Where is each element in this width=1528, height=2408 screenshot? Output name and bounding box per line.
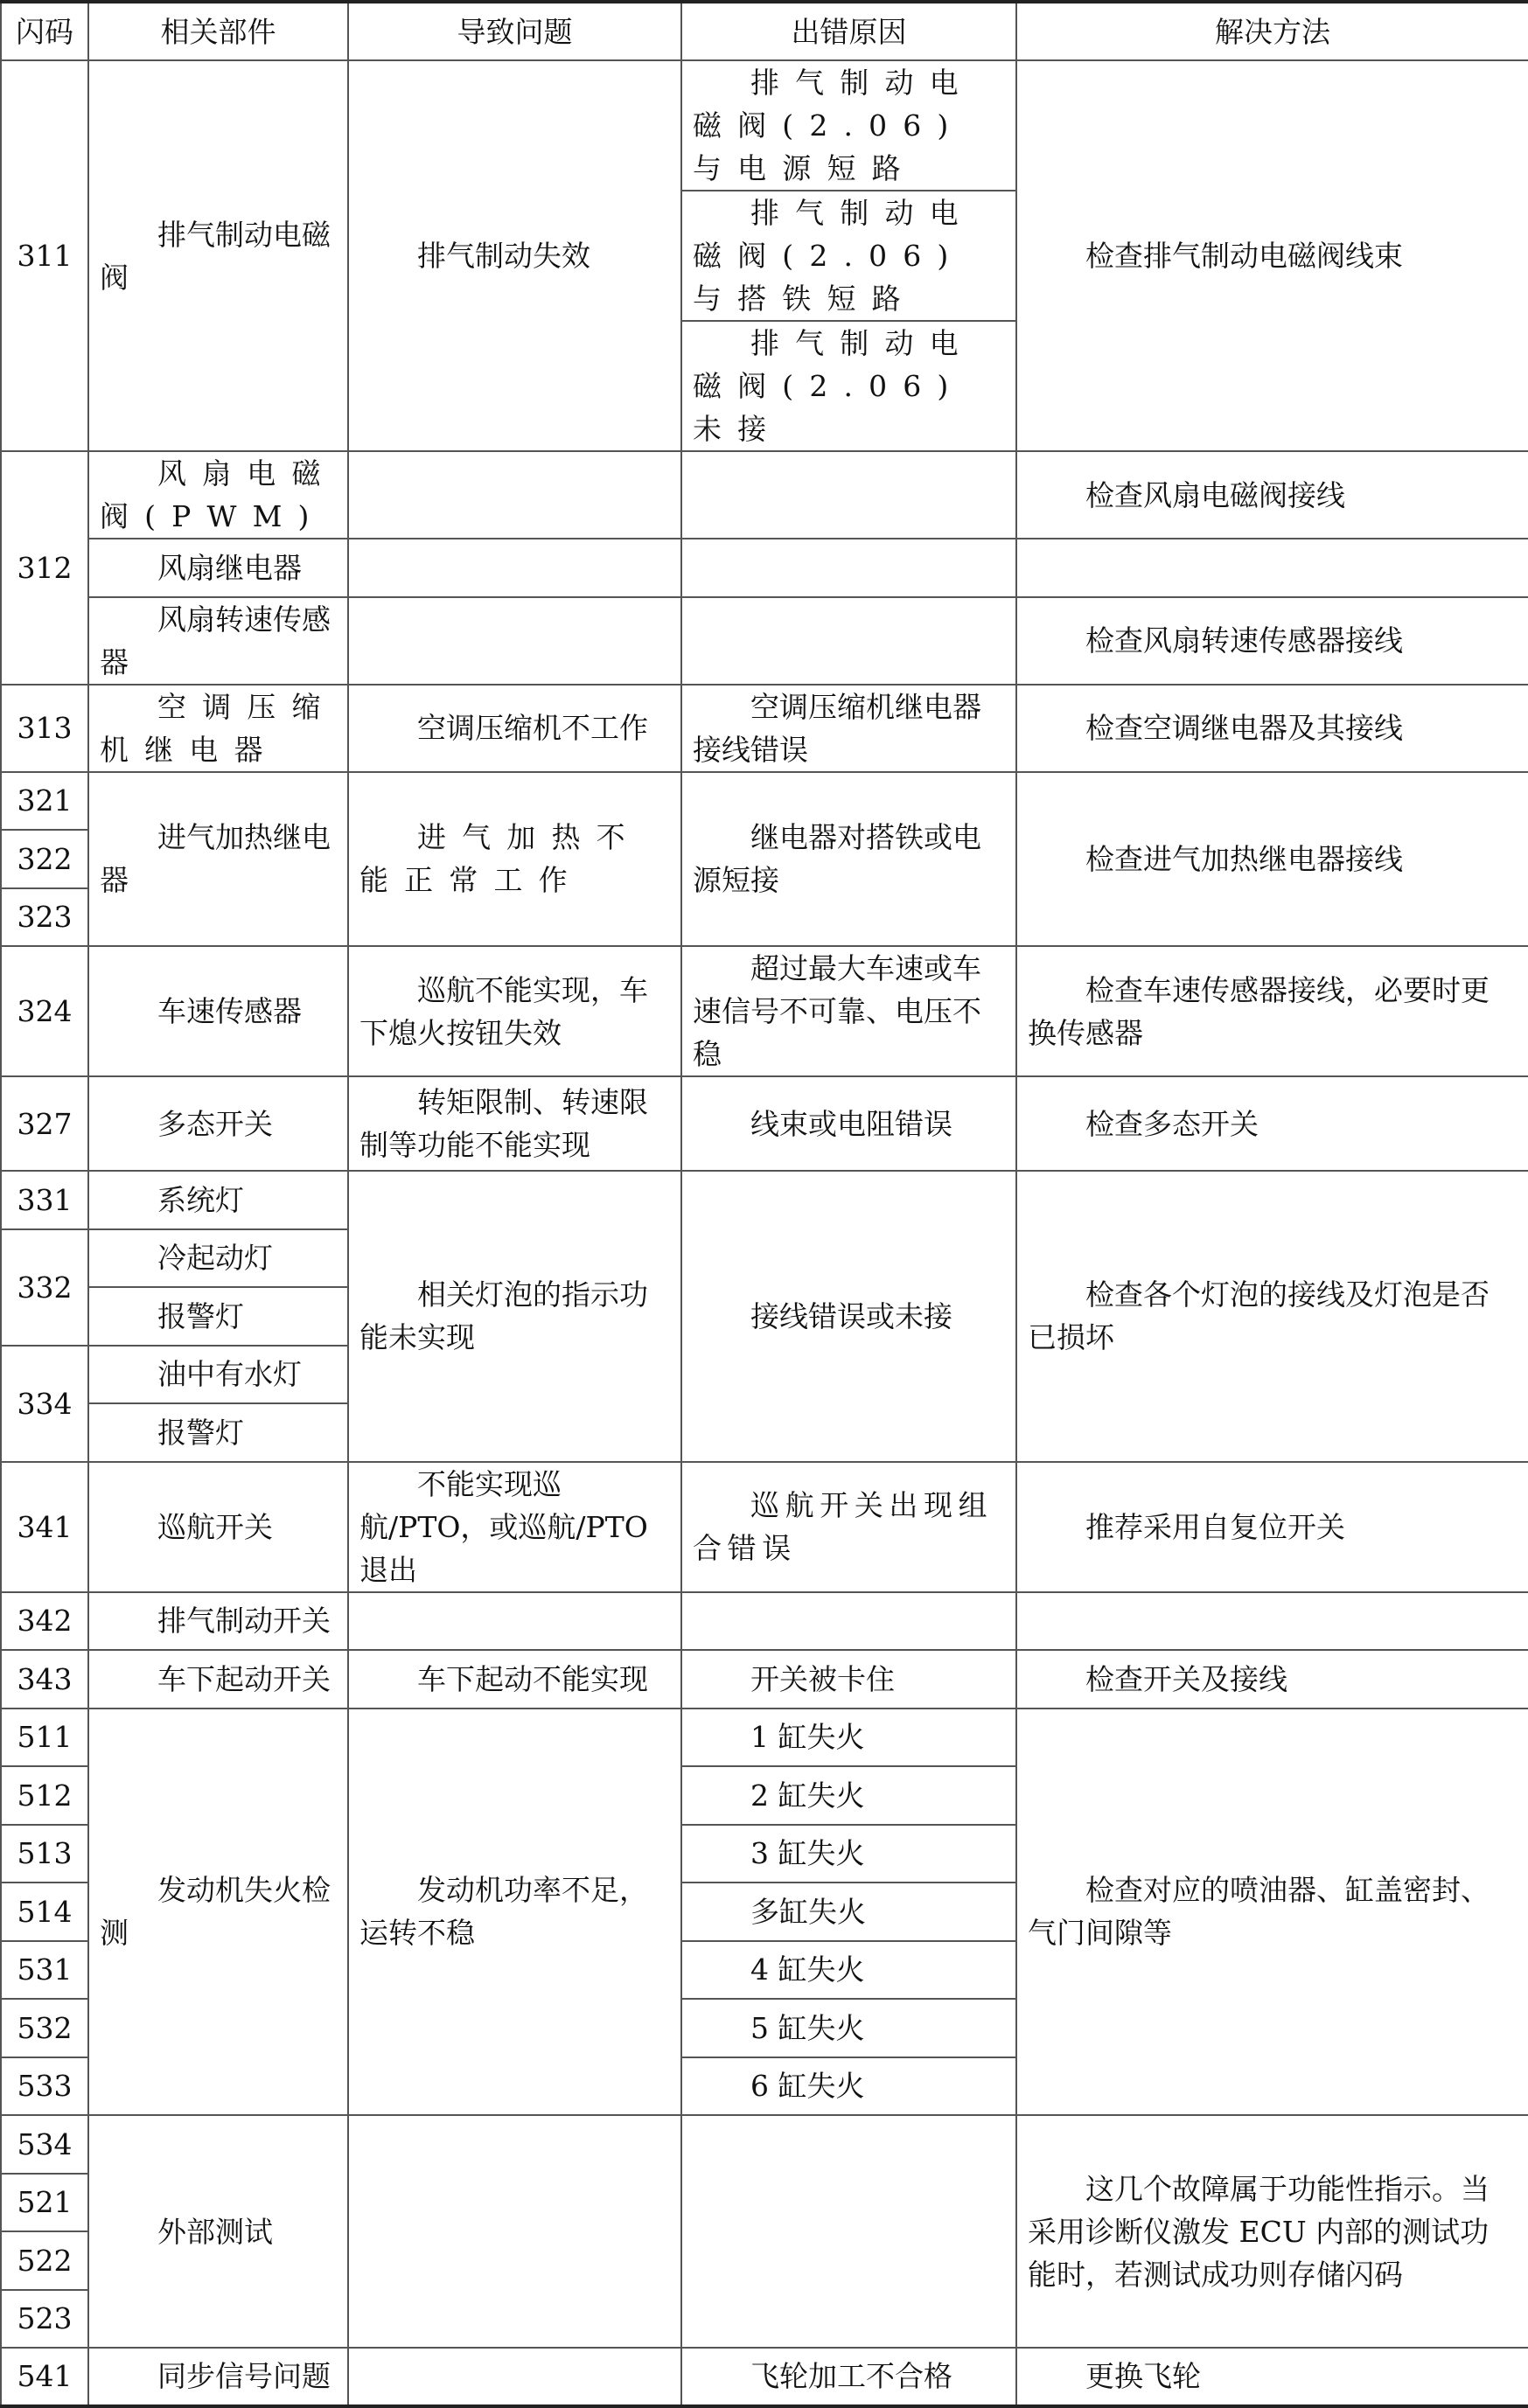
cause: 空调压缩机继电器接线错误 xyxy=(681,685,1016,772)
flash-code: 512 xyxy=(1,1766,88,1825)
problem xyxy=(348,451,681,539)
problem: 巡航不能实现，车下熄火按钮失效 xyxy=(348,946,681,1076)
related-part: 多态开关 xyxy=(88,1076,348,1171)
related-part: 空调压缩机继电器 xyxy=(88,685,348,772)
flash-code: 312 xyxy=(1,451,88,685)
table-row xyxy=(1,2348,1528,2406)
solution: 检查各个灯泡的接线及灯泡是否已损坏 xyxy=(1016,1171,1528,1462)
solution: 检查空调继电器及其接线 xyxy=(1016,685,1528,772)
flash-code: 534 xyxy=(1,2115,88,2174)
table-row xyxy=(1,1076,1528,1171)
cause: 巡航开关出现组合错误 xyxy=(681,1462,1016,1592)
solution xyxy=(1016,1592,1528,1651)
flash-code: 533 xyxy=(1,2057,88,2116)
related-part: 巡航开关 xyxy=(88,1462,348,1592)
header-problem: 导致问题 xyxy=(348,2,681,60)
flash-code: 341 xyxy=(1,1462,88,1592)
flash-code: 313 xyxy=(1,685,88,772)
related-part: 系统灯 xyxy=(88,1171,348,1229)
problem: 相关灯泡的指示功能未实现 xyxy=(348,1171,681,1462)
solution: 检查对应的喷油器、缸盖密封、气门间隙等 xyxy=(1016,1709,1528,2116)
related-part: 报警灯 xyxy=(88,1287,348,1346)
cause: 排气制动电磁阀(2.06)与搭铁短路 xyxy=(681,191,1016,321)
flash-code: 321 xyxy=(1,772,88,831)
flash-code: 342 xyxy=(1,1592,88,1651)
flash-code: 311 xyxy=(1,60,88,451)
cause: 5 缸失火 xyxy=(681,1999,1016,2057)
problem: 进气加热不能正常工作 xyxy=(348,772,681,947)
cause: 超过最大车速或车速信号不可靠、电压不稳 xyxy=(681,946,1016,1076)
related-part: 冷起动灯 xyxy=(88,1229,348,1288)
cause xyxy=(681,539,1016,597)
flash-code: 334 xyxy=(1,1346,88,1462)
cause: 继电器对搭铁或电源短接 xyxy=(681,772,1016,947)
problem xyxy=(348,1592,681,1651)
cause xyxy=(681,597,1016,685)
flash-code: 531 xyxy=(1,1941,88,2000)
solution: 检查排气制动电磁阀线束 xyxy=(1016,60,1528,451)
table-row xyxy=(1,1650,1528,1709)
related-part: 排气制动电磁阀 xyxy=(88,60,348,451)
flash-code: 514 xyxy=(1,1883,88,1941)
table-row xyxy=(1,946,1528,1076)
related-part: 外部测试 xyxy=(88,2115,348,2348)
cause xyxy=(681,2115,1016,2348)
problem: 车下起动不能实现 xyxy=(348,1650,681,1709)
problem: 不能实现巡航/PTO，或巡航/PTO退出 xyxy=(348,1462,681,1592)
related-part: 车下起动开关 xyxy=(88,1650,348,1709)
cause: 排气制动电磁阀(2.06)未接 xyxy=(681,321,1016,451)
flash-code: 324 xyxy=(1,946,88,1076)
flash-code: 521 xyxy=(1,2174,88,2232)
problem: 转矩限制、转速限制等功能不能实现 xyxy=(348,1076,681,1171)
solution: 检查风扇转速传感器接线 xyxy=(1016,597,1528,685)
problem: 排气制动失效 xyxy=(348,60,681,451)
cause: 开关被卡住 xyxy=(681,1650,1016,1709)
solution: 检查风扇电磁阀接线 xyxy=(1016,451,1528,539)
table-row xyxy=(1,772,1528,831)
flash-code: 541 xyxy=(1,2348,88,2406)
problem xyxy=(348,2348,681,2406)
flash-code: 323 xyxy=(1,888,88,947)
table-row xyxy=(1,1592,1528,1651)
header-related-part: 相关部件 xyxy=(88,2,348,60)
header-cause: 出错原因 xyxy=(681,2,1016,60)
cause: 2 缸失火 xyxy=(681,1766,1016,1825)
solution: 推荐采用自复位开关 xyxy=(1016,1462,1528,1592)
cause: 飞轮加工不合格 xyxy=(681,2348,1016,2406)
table-row xyxy=(1,539,1528,597)
cause: 排气制动电磁阀(2.06)与电源短路 xyxy=(681,60,1016,191)
cause: 多缸失火 xyxy=(681,1883,1016,1941)
solution xyxy=(1016,539,1528,597)
related-part: 风扇电磁阀(PWM) xyxy=(88,451,348,539)
flash-code: 532 xyxy=(1,1999,88,2057)
table-row xyxy=(1,451,1528,539)
related-part: 发动机失火检测 xyxy=(88,1709,348,2116)
table-row xyxy=(1,1709,1528,1767)
cause xyxy=(681,1592,1016,1651)
table-row xyxy=(1,685,1528,772)
cause: 6 缸失火 xyxy=(681,2057,1016,2116)
related-part: 进气加热继电器 xyxy=(88,772,348,947)
problem xyxy=(348,539,681,597)
flash-code: 343 xyxy=(1,1650,88,1709)
header-solution: 解决方法 xyxy=(1016,2,1528,60)
table-row xyxy=(1,1462,1528,1592)
solution: 检查车速传感器接线，必要时更换传感器 xyxy=(1016,946,1528,1076)
related-part: 排气制动开关 xyxy=(88,1592,348,1651)
header-flash-code: 闪码 xyxy=(1,2,88,60)
flash-code: 513 xyxy=(1,1825,88,1883)
solution: 检查进气加热继电器接线 xyxy=(1016,772,1528,947)
cause: 3 缸失火 xyxy=(681,1825,1016,1883)
flash-code: 523 xyxy=(1,2290,88,2349)
problem: 空调压缩机不工作 xyxy=(348,685,681,772)
table-row xyxy=(1,1171,1528,1229)
solution: 更换飞轮 xyxy=(1016,2348,1528,2406)
cause: 4 缸失火 xyxy=(681,1941,1016,2000)
solution: 检查开关及接线 xyxy=(1016,1650,1528,1709)
cause: 接线错误或未接 xyxy=(681,1171,1016,1462)
table-row xyxy=(1,597,1528,685)
flash-code: 522 xyxy=(1,2231,88,2290)
cause: 线束或电阻错误 xyxy=(681,1076,1016,1171)
cause: 1 缸失火 xyxy=(681,1709,1016,1767)
related-part: 报警灯 xyxy=(88,1403,348,1462)
flash-code: 511 xyxy=(1,1709,88,1767)
related-part: 油中有水灯 xyxy=(88,1346,348,1404)
cause xyxy=(681,451,1016,539)
flash-code: 331 xyxy=(1,1171,88,1229)
related-part: 同步信号问题 xyxy=(88,2348,348,2406)
problem: 发动机功率不足，运转不稳 xyxy=(348,1709,681,2116)
table-row xyxy=(1,2115,1528,2174)
related-part: 风扇转速传感器 xyxy=(88,597,348,685)
table-row xyxy=(1,60,1528,191)
problem xyxy=(348,2115,681,2348)
related-part: 风扇继电器 xyxy=(88,539,348,597)
problem xyxy=(348,597,681,685)
solution: 这几个故障属于功能性指示。当采用诊断仪激发 ECU 内部的测试功能时，若测试成功则存储闪码 xyxy=(1016,2115,1528,2348)
flash-code: 332 xyxy=(1,1229,88,1346)
solution: 检查多态开关 xyxy=(1016,1076,1528,1171)
flash-code: 322 xyxy=(1,830,88,888)
header-row xyxy=(1,2,1528,60)
related-part: 车速传感器 xyxy=(88,946,348,1076)
flash-code: 327 xyxy=(1,1076,88,1171)
